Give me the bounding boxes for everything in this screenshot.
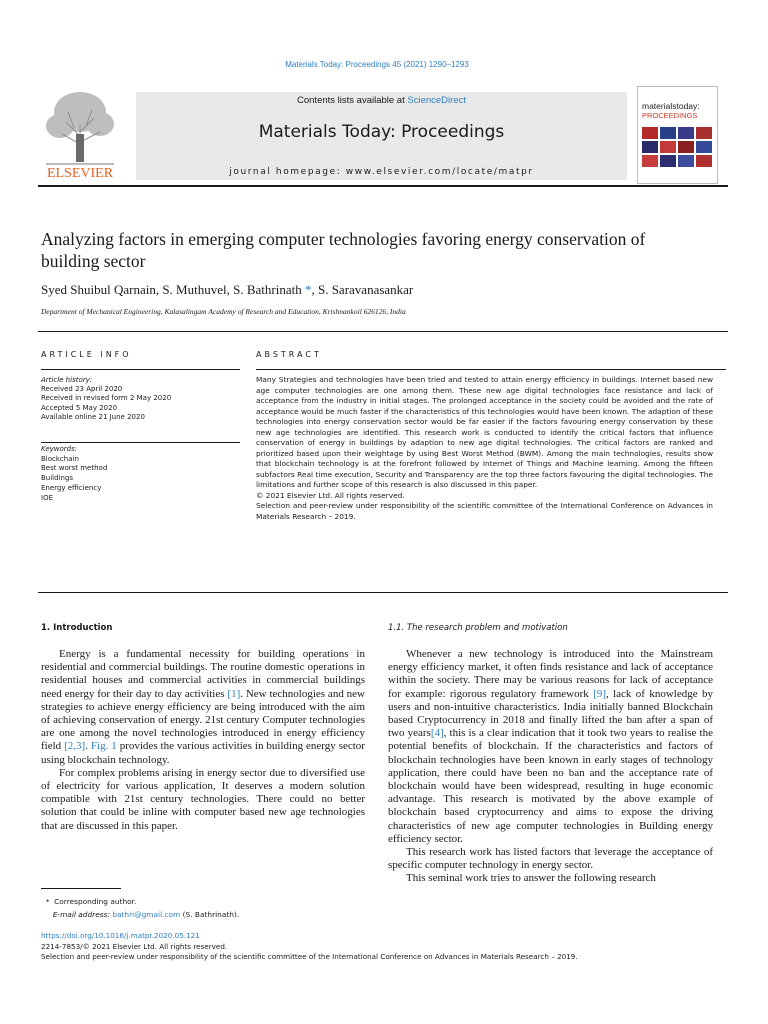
- keywords: [41, 445, 240, 503]
- paragraph: Energy is a fundamental necessity for building operations in residential and commercial buildings. The routine domestic operations in residential houses and commercial activities in commercial buildings need energy for their day to day activities [1]. New technologies and new strategies to achieve energy efficiency are being introduced with the aim of achieving conservation of energy. 21st century Computer technologies are one among the novel technologies introduced in energy efficiency field [2,3]. Fig. 1 provides the various activities in building energy sector using blockchain technology.: [41, 648, 366, 766]
- elsevier-wordmark: ELSEVIER: [46, 166, 114, 180]
- keyword: Energy efficiency: [41, 483, 102, 492]
- corresponding-author-mark[interactable]: *: [304, 282, 312, 297]
- keywords-label: Keywords:: [41, 445, 78, 453]
- footer-peer-review: Selection and peer-review under responsibility of the scientific committee of the International Conference on Advances in Materials Research – 2019.: [41, 952, 578, 961]
- research-problem-column: [388, 648, 713, 886]
- article-info-heading: ARTICLE INFO: [41, 350, 132, 359]
- section-heading-research-problem: 1.1. The research problem and motivation: [388, 623, 568, 633]
- divider: [41, 369, 240, 370]
- elsevier-logo: [38, 84, 122, 180]
- paragraph: This seminal work tries to answer the following research: [406, 872, 656, 885]
- abstract-text: Many Strategies and technologies have been tried and tested to attain energy efficiency in buildings. Internet based new age computer technologies are one among them. These new age digital technologies face resistance and lack of acceptance from the industry in initial stages. The prolonged acceptance in the society could be avoided and the rate of acceptance would be much faster if the characteristics of this technologies would have been known. The adaption of these technologies into energy conservation sector would be far easier if the factors favouring energy conservation by these new age technologies are identified. This research work is conducted to identify the critical factors that influence conservation of energy in buildings by adaption to new age digital technologies. The critical factors are ranked and prioritized based upon their weightage by using Best Worst Method (BWM). Among the main technologies, results show that blockchain technology is at the forefront followed by Internet of Things and Machine learning. Among the fifteen subfactors Real time execution, Security and Transparency are the top three factors favouring the digital technologies. The limitations and further scope of this research is also discussed in this paper.: [256, 375, 713, 489]
- sciencedirect-link[interactable]: ScienceDirect: [407, 95, 466, 106]
- history-label: Article history:: [41, 376, 93, 384]
- journal-homepage[interactable]: journal homepage: www.elsevier.com/locate/matpr: [229, 167, 534, 177]
- email-link[interactable]: bathri@gmail.com: [112, 909, 181, 919]
- journal-title: Materials Today: Proceedings: [258, 122, 505, 142]
- article-history: [41, 376, 240, 422]
- abstract-peer-review: Selection and peer-review under responsibility of the scientific committee of the International Conference on Advances in Materials Research – 2019.: [256, 501, 713, 521]
- reference-link[interactable]: [2,3]: [64, 740, 86, 753]
- history-item: Accepted 5 May 2020: [41, 403, 118, 412]
- paragraph: For complex problems arising in energy sector due to diversified use of electricity for various application, It deserves a modern solution compatible with 21st century technologies. There could no better solution that could be inline with computer based new age technologies that are discussed in this paper.: [41, 766, 365, 832]
- abstract-copyright: © 2021 Elsevier Ltd. All rights reserved.: [256, 490, 405, 500]
- page-footer: [41, 931, 731, 963]
- contents-line: Contents lists available at ScienceDirect: [297, 95, 466, 106]
- history-item: Received in revised form 2 May 2020: [41, 394, 172, 403]
- footnote-rule: [41, 888, 121, 889]
- elsevier-tree-icon: [38, 84, 122, 180]
- cover-title-2: PROCEEDINGS: [642, 111, 698, 120]
- abstract-body: [256, 375, 713, 522]
- introduction-column: [41, 648, 365, 833]
- article-title: Analyzing factors in emerging computer technologies favoring energy conservation of building sector: [41, 229, 646, 271]
- reference-link[interactable]: [9]: [593, 687, 606, 700]
- keyword: Blockchain: [41, 454, 79, 463]
- history-item: Received 23 April 2020: [41, 385, 123, 394]
- footnote: [41, 896, 239, 921]
- divider: [38, 592, 728, 593]
- paragraph: Whenever a new technology is introduced into the Mainstream energy efficiency market, it often finds resistance and lack of acceptance within the society. There may be various reasons for lack of acceptance for example: rigorous regulatory framework [9], lack of knowledge by users and non-intuitive characteristics. India initially banned Blockchain based Cryptocurrency in 2018 and finally lifted the ban after a span of two years[4], this is a clear indication that it took two years to realise the potential benefits of blockchain. If the characteristics and factors of blockchain technologies have been known in early stages of technology application, there could have been no ban and the acceptance rate of blockchain would have been widespread, resulting in huge economic advantage. This research is motivated by the above example of blockchain based cryptocurrency and aims to expose the driving characteristics of new age computer technologies in Building energy efficiency sector.: [388, 648, 713, 845]
- journal-citation-link[interactable]: Materials Today: Proceedings 45 (2021) 1290–1293: [285, 60, 469, 69]
- keyword: Buildings: [41, 474, 74, 483]
- abstract-heading: ABSTRACT: [256, 350, 322, 359]
- paragraph: This research work has listed factors that leverage the acceptance of specific computer technology in energy sector.: [388, 846, 713, 872]
- doi-link[interactable]: https://doi.org/10.1016/j.matpr.2020.05.121: [41, 931, 200, 940]
- reference-link[interactable]: [1]: [227, 687, 241, 700]
- issn-line: 2214-7853/© 2021 Elsevier Ltd. All rights reserved.: [41, 941, 228, 951]
- section-heading-introduction: 1. Introduction: [41, 623, 113, 633]
- divider: [256, 369, 726, 370]
- divider: [38, 331, 728, 332]
- header-rule: [38, 185, 728, 187]
- figure-link[interactable]: Fig. 1: [90, 740, 117, 753]
- cover-title-1: materialstoday:: [642, 101, 700, 111]
- reference-link[interactable]: [4]: [430, 727, 444, 740]
- keyword: IOE: [41, 493, 53, 502]
- divider: [41, 442, 240, 443]
- corresponding-note: * Corresponding author.: [45, 897, 137, 906]
- email-note: E-mail address: bathri@gmail.com (S. Bathrinath).: [52, 909, 240, 919]
- history-item: Available online 21 June 2020: [41, 412, 145, 421]
- author-list: Syed Shuibul Qarnain, S. Muthuvel, S. Bathrinath *, S. Saravanasankar: [41, 282, 414, 297]
- affiliation: Department of Mechanical Engineering, Kalasalingam Academy of Research and Education, Krishnankoil 626126, India: [41, 307, 406, 316]
- keyword: Best worst method: [41, 464, 108, 473]
- journal-cover-image: [637, 86, 718, 184]
